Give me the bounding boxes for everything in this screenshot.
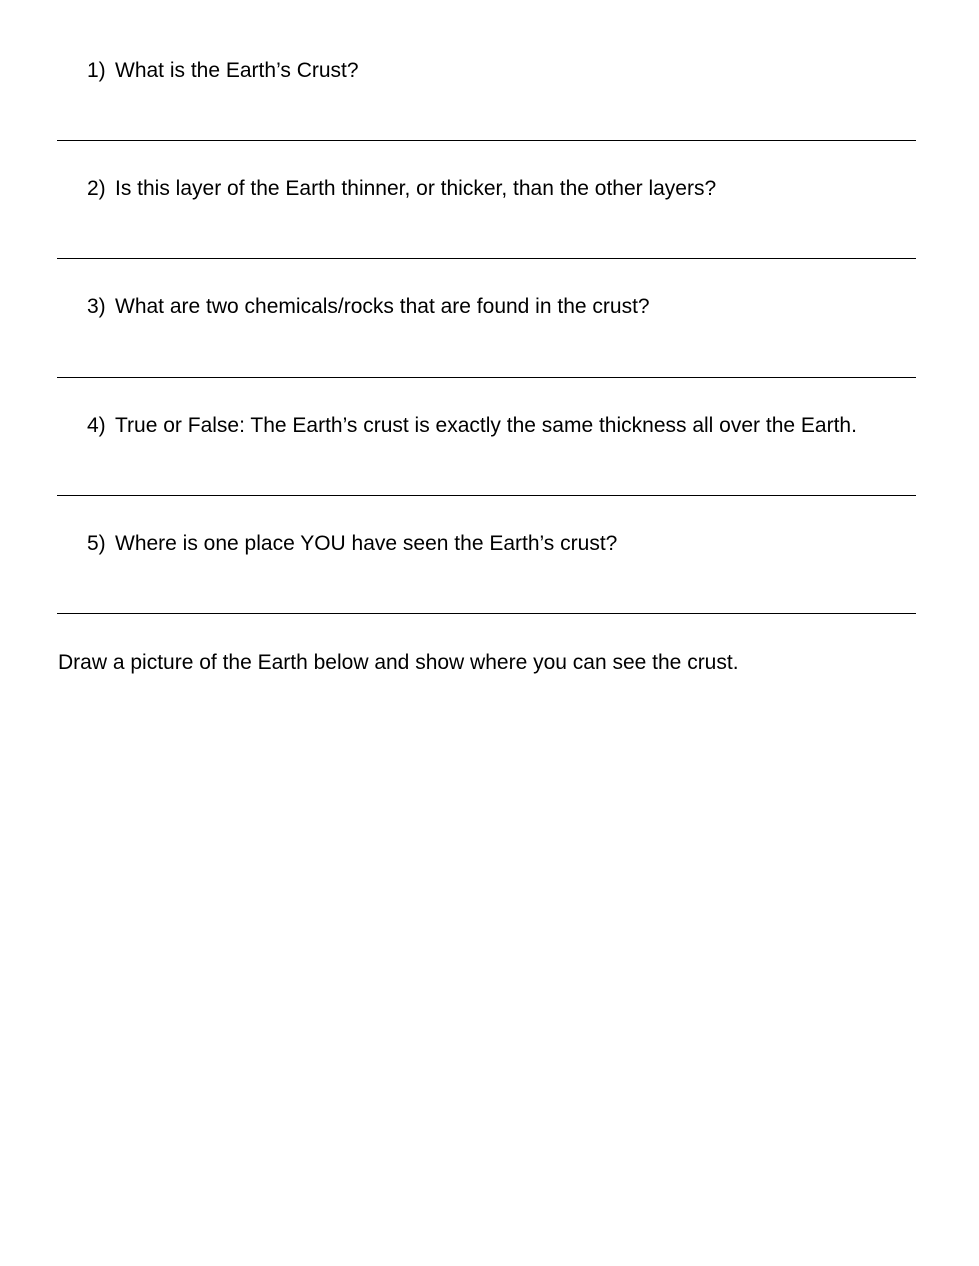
question-2 [87, 177, 716, 201]
question-3 [87, 295, 650, 319]
question-1 [87, 59, 359, 83]
question-1-text: What is the Earth’s Crust? [115, 59, 359, 82]
question-1-number: 1) [87, 59, 106, 82]
drawing-area[interactable] [57, 690, 916, 1230]
question-4 [87, 414, 857, 438]
question-3-number: 3) [87, 295, 106, 318]
question-2-number: 2) [87, 177, 106, 200]
question-5 [87, 532, 617, 556]
answer-line-5[interactable] [57, 613, 916, 614]
question-5-text: Where is one place YOU have seen the Earth’s crust? [115, 532, 618, 555]
answer-line-3[interactable] [57, 377, 916, 378]
question-4-text: True or False: The Earth’s crust is exactly the same thickness all over the Earth. [115, 414, 857, 437]
answer-line-4[interactable] [57, 495, 916, 496]
question-2-text: Is this layer of the Earth thinner, or thicker, than the other layers? [115, 177, 717, 200]
question-3-text: What are two chemicals/rocks that are found in the crust? [115, 295, 650, 318]
answer-line-1[interactable] [57, 140, 916, 141]
answer-line-2[interactable] [57, 258, 916, 259]
drawing-instruction: Draw a picture of the Earth below and show where you can see the crust. [58, 651, 739, 674]
question-5-number: 5) [87, 532, 106, 555]
question-4-number: 4) [87, 414, 106, 437]
